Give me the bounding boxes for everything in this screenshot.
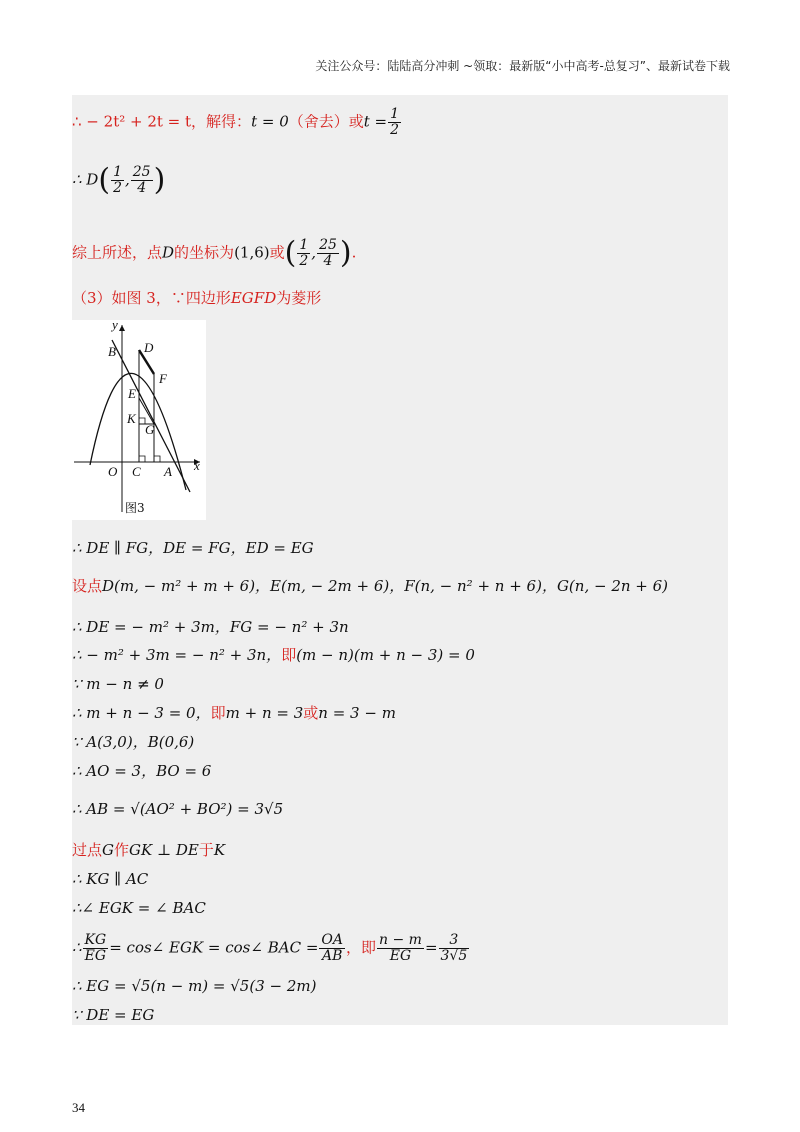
line-17: ∴ $\frac{KG}{EG}$ = cos∠ EGK = cos∠ BAC = $\frac{OA}{AB}$ ，即 $\frac{n - m}{EG}$ = $\frac{3}{3√5}$ xyxy=(72,932,468,964)
l16-text: ∴∠ EGK = ∠ BAC xyxy=(72,899,206,917)
l1-mid: t = 0 xyxy=(251,112,289,131)
l14c-text: K xyxy=(213,841,226,859)
l1-red: 解得： xyxy=(206,112,252,131)
l3-or: 或 xyxy=(269,243,285,262)
line-10 xyxy=(72,703,396,723)
label-G: G xyxy=(145,422,155,437)
l17-frac-a xyxy=(83,933,109,964)
l10c-text: n = 3 − m xyxy=(318,704,396,722)
frac-num: OA xyxy=(321,932,343,948)
l3-D: D xyxy=(162,243,175,262)
l6-text: D(m, − m² + m + 6)，E(m, − 2m + 6)，F(n, − n² + n + 6)，G(n, − 2n + 6) xyxy=(102,577,669,595)
l1-frac xyxy=(388,107,401,138)
l3-frac-b xyxy=(317,238,339,269)
label-x: x xyxy=(194,458,200,473)
figure-3 xyxy=(72,320,206,520)
line-3: 综上所述，点D的坐标为(1,6)或( $\frac{1}{2}$ , $\frac{25}{4}$ ). xyxy=(72,235,357,271)
figure-caption: 图3 xyxy=(125,501,145,515)
frac-num: 25 xyxy=(319,237,337,253)
frac-num: 1 xyxy=(299,237,309,253)
l10-red: 即 xyxy=(210,704,226,722)
frac-num: n − m xyxy=(379,932,422,948)
l4-red: （3）如图 3，∵四边形 xyxy=(72,289,231,307)
line-9 xyxy=(72,674,164,694)
line-16 xyxy=(72,898,206,918)
l2-prefix: ∴ D xyxy=(72,170,99,189)
line-12 xyxy=(72,761,211,781)
page-number: 34 xyxy=(72,1100,85,1115)
l14-red3: 于 xyxy=(198,841,214,859)
l17-frac-b xyxy=(319,933,345,964)
l1-red2: （舍去）或 xyxy=(288,112,364,131)
line-18 xyxy=(72,976,316,996)
line-8 xyxy=(72,645,475,665)
l14-text: G xyxy=(102,841,114,859)
l13-text: ∴ AB = √(AO² + BO²) = 3√5 xyxy=(72,800,284,818)
l8b-text: (m − n)(m + n − 3) = 0 xyxy=(296,646,475,664)
frac-den: 2 xyxy=(299,253,309,269)
frac-den: 2 xyxy=(390,122,400,138)
l10-text: ∴ m + n − 3 = 0， xyxy=(72,704,211,722)
l17-red: ，即 xyxy=(345,938,376,957)
frac-num: KG xyxy=(84,932,107,948)
paren-close: ) xyxy=(339,235,352,271)
solution-content xyxy=(72,95,728,1025)
line-13 xyxy=(72,799,283,819)
frac-den: AB xyxy=(321,948,343,964)
l15-text: ∴ KG ∥ AC xyxy=(72,870,149,888)
frac-den: 2 xyxy=(113,180,122,196)
frac-den: EG xyxy=(84,948,107,964)
line-14 xyxy=(72,840,225,860)
label-y: y xyxy=(112,320,118,332)
l10b-text: m + n = 3 xyxy=(225,704,304,722)
l14-red: 过点 xyxy=(72,841,103,859)
label-E: E xyxy=(128,386,136,401)
l3-red2: 的坐标为 xyxy=(174,243,235,262)
line-15 xyxy=(72,869,148,889)
l14b-text: GK ⊥ DE xyxy=(129,841,199,859)
page-header: 关注公众号：陆陆高分冲刺 ~领取：最新版“小中高考-总复习”、最新试卷下载 xyxy=(315,59,730,73)
label-B: B xyxy=(108,344,116,359)
paren-close: ) xyxy=(153,162,166,198)
l18-text: ∴ EG = √5(n − m) = √5(3 − 2m) xyxy=(72,977,317,995)
frac-den: EG xyxy=(389,948,412,964)
frac-num: 1 xyxy=(390,106,400,122)
l3-frac-a xyxy=(297,238,310,269)
l4-it: EGFD xyxy=(230,289,277,307)
line-1 xyxy=(72,107,402,138)
label-C: C xyxy=(132,464,141,479)
l8-red: 即 xyxy=(281,646,297,664)
l1-t: t = xyxy=(363,112,388,131)
l8-text: ∴ − m² + 3m = − n² + 3n， xyxy=(72,646,282,664)
figure-3-svg xyxy=(72,320,206,520)
l4-red2: 为菱形 xyxy=(276,289,322,307)
paren-open: ( xyxy=(98,162,111,198)
l2-frac-a xyxy=(111,165,124,196)
l9-text: ∵ m − n ≠ 0 xyxy=(72,675,164,693)
label-A: A xyxy=(164,464,172,479)
line-7 xyxy=(72,617,349,637)
paren-open: ( xyxy=(284,235,297,271)
label-F: F xyxy=(159,371,167,386)
frac-num: 25 xyxy=(132,164,151,180)
l10-red2: 或 xyxy=(303,704,319,722)
label-O: O xyxy=(108,464,118,479)
l19-text: ∵ DE = EG xyxy=(72,1006,155,1024)
line-11 xyxy=(72,732,194,752)
line-6 xyxy=(72,576,668,596)
l1-prefix: ∴ − 2t² + 2t = t， xyxy=(72,112,207,131)
l17-mid: = cos∠ EGK = cos∠ BAC = xyxy=(109,938,319,957)
l6-red: 设点 xyxy=(72,577,103,595)
line-4 xyxy=(72,288,321,308)
frac-den: 4 xyxy=(323,253,333,269)
line-5 xyxy=(72,538,314,558)
l11-text: ∵ A(3,0)，B(0,6) xyxy=(72,733,195,751)
frac-num: 1 xyxy=(113,164,122,180)
label-K: K xyxy=(127,411,136,426)
l17-frac-c xyxy=(377,933,424,964)
l5-text: ∴ DE ∥ FG，DE = FG，ED = EG xyxy=(72,539,314,557)
line-19 xyxy=(72,1005,154,1025)
l3-point: (1,6) xyxy=(234,243,270,262)
l3-red: 综上所述，点 xyxy=(72,243,163,262)
line-2: ∴ D( $\frac{1}{2}$ , $\frac{25}{4}$ ) xyxy=(72,162,166,198)
l17-frac-d xyxy=(439,933,470,964)
frac-den: 3√5 xyxy=(440,948,468,964)
frac-den: 4 xyxy=(137,180,147,196)
l7-text: ∴ DE = − m² + 3m，FG = − n² + 3n xyxy=(72,618,349,636)
l14-red2: 作 xyxy=(114,841,130,859)
l12-text: ∴ AO = 3，BO = 6 xyxy=(72,762,212,780)
frac-num: 3 xyxy=(439,933,470,949)
l2-frac-b xyxy=(131,165,153,196)
label-D: D xyxy=(144,340,154,355)
